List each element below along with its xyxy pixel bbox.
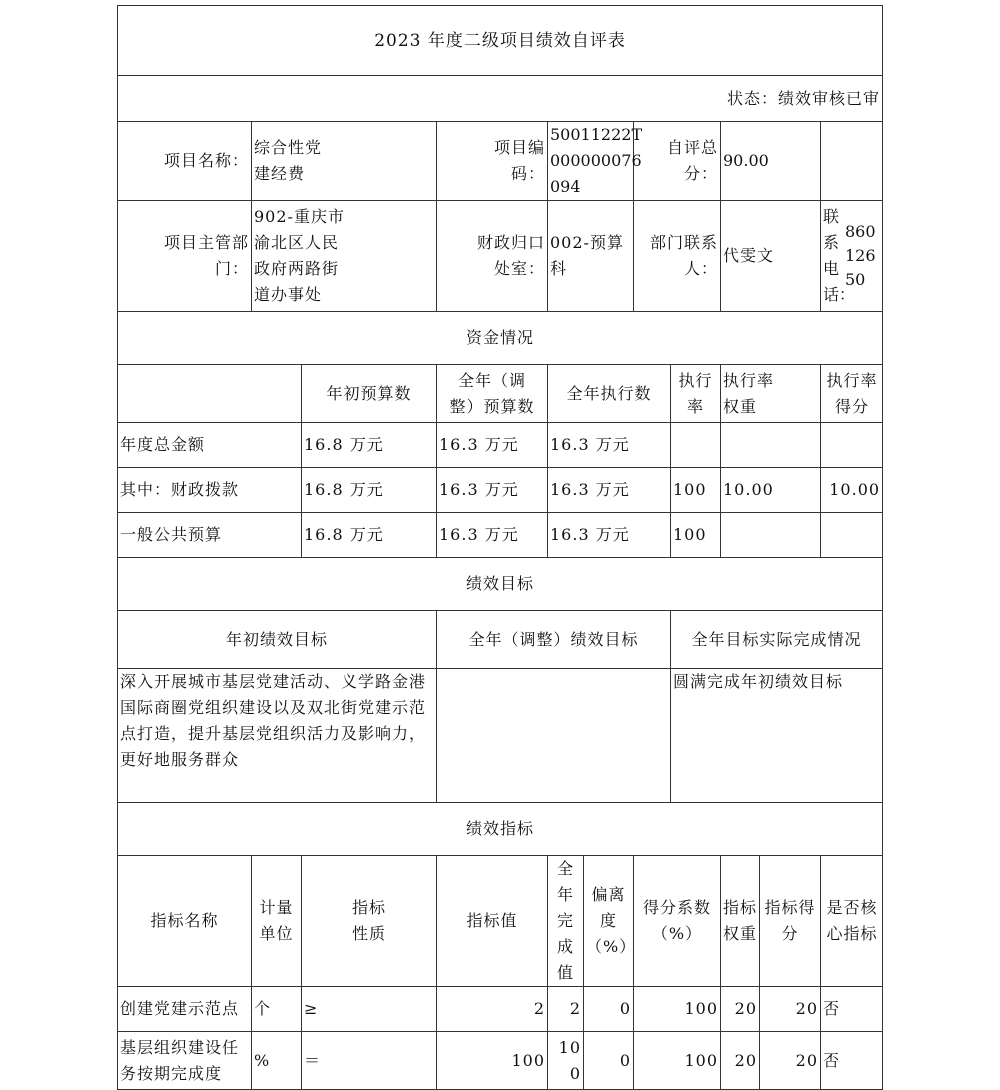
funds-row (118, 423, 883, 468)
funds-row-rate: 100 (671, 468, 721, 513)
performance-evaluation-form (117, 5, 882, 1083)
blank-cell (821, 122, 883, 201)
funds-header-initial: 年初预算数 (302, 365, 437, 423)
funds-row-rate: 100 (671, 513, 721, 558)
funds-row-weight (721, 423, 821, 468)
funds-row-adjusted: 16.3 万元 (437, 468, 548, 513)
ind-row-done: 2 (548, 987, 584, 1032)
funds-row-executed: 16.3 万元 (548, 468, 671, 513)
ind-header-deviation: 偏离度（%） (584, 856, 634, 987)
funds-row-initial: 16.8 万元 (302, 423, 437, 468)
funds-header-rate: 执行率 (671, 365, 721, 423)
funds-row-initial: 16.8 万元 (302, 468, 437, 513)
ind-header-weight: 指标权重 (721, 856, 760, 987)
indicator-row (118, 987, 883, 1032)
funds-row (118, 513, 883, 558)
funds-row-rate (671, 423, 721, 468)
project-code-label: 项目编码： (437, 122, 548, 201)
funds-row-adjusted: 16.3 万元 (437, 513, 548, 558)
project-code-value: 50011222T000000076094 (548, 122, 634, 201)
goals-section-title: 绩效目标 (118, 558, 883, 611)
project-name-value: 综合性党建经费 (252, 122, 437, 201)
funds-row-adjusted: 16.3 万元 (437, 423, 548, 468)
phone-label: 联系电话： (823, 207, 856, 304)
funds-row-score (821, 513, 883, 558)
ind-row-unit: % (252, 1032, 302, 1090)
funds-row-weight: 10.00 (721, 468, 821, 513)
ind-row-score: 20 (760, 987, 821, 1032)
ind-row-weight: 20 (721, 1032, 760, 1090)
goals-adjusted-text (437, 669, 671, 803)
funds-header-executed: 全年执行数 (548, 365, 671, 423)
indicators-section-title: 绩效指标 (118, 803, 883, 856)
self-score-value: 90.00 (721, 122, 821, 201)
ind-row-done: 100 (548, 1032, 584, 1090)
goals-actual-text: 圆满完成年初绩效目标 (671, 669, 883, 803)
ind-row-score: 20 (760, 1032, 821, 1090)
ind-row-nature: ≥ (302, 987, 437, 1032)
phone-cell (821, 201, 883, 312)
funds-section-title: 资金情况 (118, 312, 883, 365)
ind-row-core: 否 (821, 987, 883, 1032)
ind-header-core: 是否核心指标 (821, 856, 883, 987)
ind-row-coef: 100 (634, 987, 721, 1032)
funds-header-blank (118, 365, 302, 423)
dept-value: 902-重庆市渝北区人民政府两路街道办事处 (252, 201, 437, 312)
funds-row-score (821, 423, 883, 468)
office-label: 财政归口处室： (437, 201, 548, 312)
funds-row-initial: 16.8 万元 (302, 513, 437, 558)
ind-row-deviation: 0 (584, 1032, 634, 1090)
ind-header-value: 指标值 (437, 856, 548, 987)
ind-row-core: 否 (821, 1032, 883, 1090)
funds-row-weight (721, 513, 821, 558)
self-score-label: 自评总分： (634, 122, 721, 201)
goals-header-initial: 年初绩效目标 (118, 611, 437, 669)
ind-header-name: 指标名称 (118, 856, 252, 987)
ind-header-nature: 指标性质 (302, 856, 437, 987)
dept-label: 项目主管部门： (118, 201, 252, 312)
funds-row-label: 一般公共预算 (118, 513, 302, 558)
contact-value: 代雯文 (721, 201, 821, 312)
contact-label: 部门联系人： (634, 201, 721, 312)
goals-header-actual: 全年目标实际完成情况 (671, 611, 883, 669)
funds-row (118, 468, 883, 513)
funds-row-score: 10.00 (821, 468, 883, 513)
ind-row-coef: 100 (634, 1032, 721, 1090)
office-value: 002-预算科 (548, 201, 634, 312)
ind-header-unit: 计量单位 (252, 856, 302, 987)
form-title: 2023 年度二级项目绩效自评表 (118, 6, 883, 76)
funds-header-weight: 执行率权重 (721, 365, 821, 423)
funds-row-executed: 16.3 万元 (548, 513, 671, 558)
ind-row-name: 创建党建示范点 (118, 987, 252, 1032)
project-name-label: 项目名称： (118, 122, 252, 201)
ind-row-unit: 个 (252, 987, 302, 1032)
ind-row-value: 100 (437, 1032, 548, 1090)
ind-row-weight: 20 (721, 987, 760, 1032)
funds-row-label: 年度总金额 (118, 423, 302, 468)
ind-row-nature: ＝ (302, 1032, 437, 1090)
ind-header-score: 指标得分 (760, 856, 821, 987)
funds-header-score: 执行率得分 (821, 365, 883, 423)
funds-header-adjusted: 全年（调整）预算数 (437, 365, 548, 423)
funds-row-executed: 16.3 万元 (548, 423, 671, 468)
indicator-row (118, 1032, 883, 1090)
phone-value: 86012650 (845, 222, 876, 289)
ind-row-deviation: 0 (584, 987, 634, 1032)
goals-initial-text: 深入开展城市基层党建活动、义学路金港国际商圈党组织建设以及双北街党建示范点打造，提升基层党组织活力及影响力，更好地服务群众 (118, 669, 437, 803)
goals-header-adjusted: 全年（调整）绩效目标 (437, 611, 671, 669)
status-text: 状态：绩效审核已审 (118, 76, 883, 122)
ind-header-coef: 得分系数（%） (634, 856, 721, 987)
funds-row-label: 其中：财政拨款 (118, 468, 302, 513)
evaluation-table (117, 5, 883, 1090)
ind-header-done: 全年完成值 (548, 856, 584, 987)
ind-row-value: 2 (437, 987, 548, 1032)
ind-row-name: 基层组织建设任务按期完成度 (118, 1032, 252, 1090)
